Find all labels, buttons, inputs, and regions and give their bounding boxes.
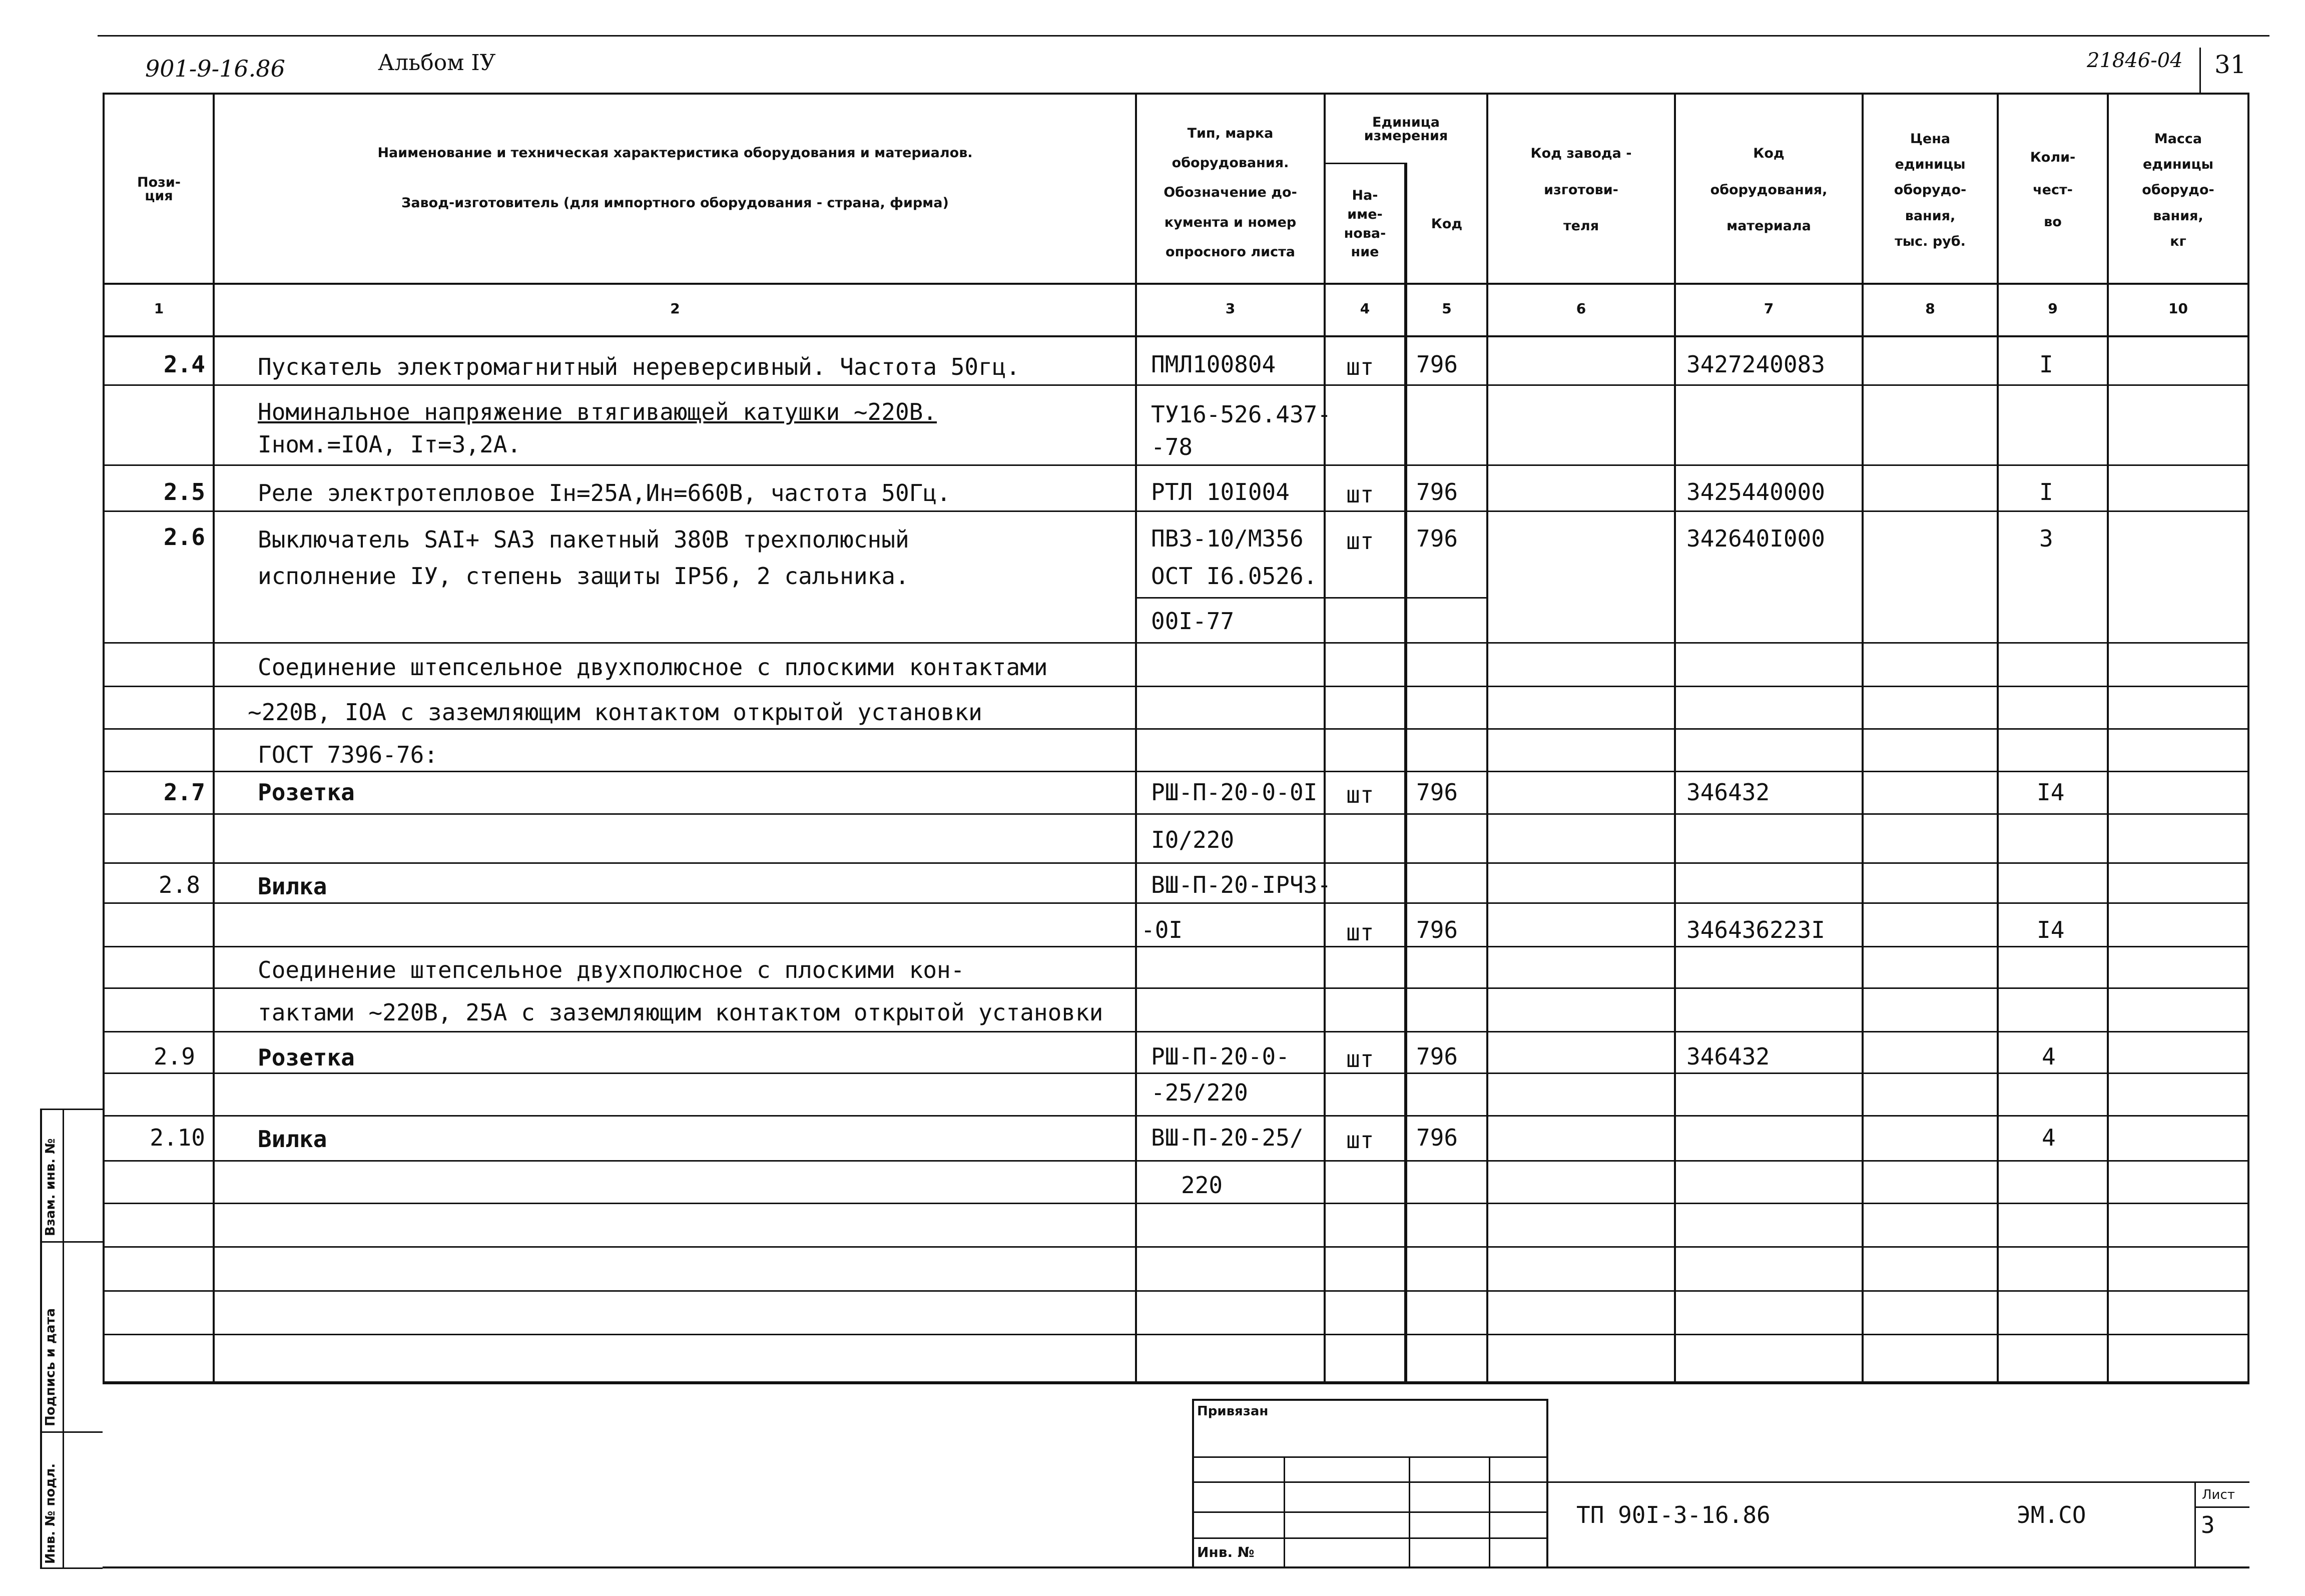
col-num-2: 2 <box>670 300 680 317</box>
row-type: РШ-П-20-0- <box>1151 1043 1290 1070</box>
row-name: ГОСТ 7396-76: <box>258 741 438 768</box>
row-position: 2.6 <box>163 523 205 551</box>
row-equipment-code: 346432 <box>1686 1043 1770 1070</box>
row-type: I0/220 <box>1151 826 1235 853</box>
row-type: -0I <box>1141 916 1183 943</box>
row-type: 00I-77 <box>1151 608 1235 635</box>
row-type: 220 <box>1181 1172 1223 1199</box>
header-plant-code: Код завода - изготови- теля <box>1530 145 1632 234</box>
header-name-line2: Завод-изготовитель (для импортного оборудования - страна, фирма) <box>401 195 949 211</box>
header-type: Тип, марка оборудования. Обозначение до- кумента и номер опросного листа <box>1164 125 1297 260</box>
row-name: ~220В, IOA с заземляющим контактом открытой установки <box>248 699 982 726</box>
row-name: Реле электротепловое Iн=25А,Ин=660В, частота 50Гц. <box>258 479 951 506</box>
header-equipment-code: Код оборудования, материала <box>1710 145 1828 234</box>
sheet-number: 3 <box>2201 1511 2215 1538</box>
row-quantity: I4 <box>2037 916 2065 943</box>
row-type: ПВ3-10/М356 <box>1151 525 1304 552</box>
row-name: Соединение штепсельное двухполюсное с плоскими кон- <box>258 956 965 983</box>
row-type: ТУ16-526.437- <box>1151 401 1332 428</box>
document-mark: ЭМ.СО <box>2017 1501 2086 1528</box>
col-num-7: 7 <box>1764 300 1774 317</box>
row-unit: шт <box>1346 919 1374 946</box>
side-label-signature-date: Подпись и дата <box>43 1308 58 1426</box>
row-position: 2.9 <box>153 1043 195 1070</box>
col-num-8: 8 <box>1925 300 1935 317</box>
header-unit-code: Код <box>1431 216 1463 232</box>
col-num-9: 9 <box>2048 300 2058 317</box>
header-mass: Масса единицы оборудо- вания, кг <box>2142 131 2214 249</box>
row-name: Номинальное напряжение втягивающей катушки ~220В. <box>258 398 937 425</box>
row-type: ПМЛ100804 <box>1151 351 1276 378</box>
row-unit-code: 796 <box>1416 916 1458 943</box>
row-name: тактами ~220В, 25А с заземляющим контактом открытой установки <box>258 999 1103 1026</box>
header-unit-name: На- име- нова- ние <box>1344 187 1386 260</box>
row-unit-code: 796 <box>1416 779 1458 806</box>
row-position: 2.10 <box>150 1124 205 1151</box>
row-name: Соединение штепсельное двухполюсное с плоскими контактами <box>258 654 1048 681</box>
row-quantity: 3 <box>2039 525 2053 552</box>
linked-label: Привязан <box>1197 1404 1269 1419</box>
row-type: РШ-П-20-0-0I <box>1151 779 1318 806</box>
row-unit: шт <box>1346 481 1374 508</box>
row-quantity: 4 <box>2042 1124 2056 1151</box>
col-num-3: 3 <box>1225 300 1236 317</box>
row-name: Розетка <box>258 1044 355 1071</box>
row-type: -78 <box>1151 433 1193 460</box>
row-unit-code: 796 <box>1416 478 1458 505</box>
side-label-original-inventory: Инв. № подл. <box>43 1463 58 1564</box>
row-unit: шт <box>1346 1045 1374 1073</box>
row-unit-code: 796 <box>1416 1124 1458 1151</box>
col-num-5: 5 <box>1442 300 1452 317</box>
row-unit-code: 796 <box>1416 525 1458 552</box>
row-unit: шт <box>1346 781 1374 808</box>
col-num-4: 4 <box>1360 300 1370 317</box>
row-name: Вилка <box>258 1126 327 1153</box>
row-type: РТЛ 10I004 <box>1151 478 1290 505</box>
sheet-number-top: 31 <box>2214 50 2246 79</box>
row-unit: шт <box>1346 353 1374 380</box>
sheet-label: Лист <box>2202 1487 2235 1502</box>
row-name: Вилка <box>258 873 327 900</box>
header-unit: Единица измерения <box>1364 114 1448 144</box>
row-equipment-code: 346432 <box>1686 779 1770 806</box>
row-name: Розетка <box>258 779 355 806</box>
row-equipment-code: 346436223I <box>1686 916 1825 943</box>
row-equipment-code: 3427240083 <box>1686 351 1825 378</box>
row-position: 2.7 <box>163 779 205 806</box>
row-type: ВШ-П-20-IРЧЗ- <box>1151 871 1332 898</box>
row-equipment-code: 3425440000 <box>1686 478 1825 505</box>
row-name: Пускатель электромагнитный нереверсивный. Частота 50гц. <box>258 353 1020 380</box>
row-name: Выключатель SAI+ SA3 пакетный 380В трехполюсный <box>258 526 909 553</box>
row-position: 2.8 <box>158 871 200 898</box>
row-unit: шт <box>1346 527 1374 555</box>
col-num-10: 10 <box>2168 300 2188 317</box>
inventory-no-label: Инв. № <box>1197 1544 1255 1560</box>
header-quantity: Коли- чест- во <box>2030 149 2076 230</box>
handwritten-project-code: 901-9-16.86 <box>145 55 285 82</box>
row-quantity: I <box>2039 351 2053 378</box>
row-type: ВШ-П-20-25/ <box>1151 1124 1304 1151</box>
header-name-line1: Наименование и техническая характеристика оборудования и материалов. <box>377 145 973 161</box>
row-type: ОСТ I6.0526. <box>1151 563 1318 590</box>
row-position: 2.5 <box>163 478 205 505</box>
row-type: -25/220 <box>1151 1079 1248 1106</box>
side-label-replacement-inventory: Взам. инв. № <box>43 1138 58 1236</box>
row-quantity: I4 <box>2037 779 2065 806</box>
row-quantity: I <box>2039 478 2053 505</box>
header-position: Пози- ция <box>137 174 181 204</box>
album-label: Альбом IУ <box>378 50 496 76</box>
col-num-1: 1 <box>154 300 164 317</box>
row-quantity: 4 <box>2042 1043 2056 1070</box>
row-unit-code: 796 <box>1416 1043 1458 1070</box>
row-name: исполнение IУ, степень защиты IP56, 2 сальника. <box>258 563 909 590</box>
row-equipment-code: 342640I000 <box>1686 525 1825 552</box>
document-code: ТП 90I-3-16.86 <box>1576 1501 1771 1528</box>
handwritten-inventory-code: 21846-04 <box>2087 49 2183 72</box>
row-unit-code: 796 <box>1416 351 1458 378</box>
row-name: Iном.=IOA, Iт=3,2А. <box>258 431 521 458</box>
row-unit: шт <box>1346 1127 1374 1154</box>
header-price: Цена единицы оборудо- вания, тыс. руб. <box>1894 131 1967 249</box>
row-position: 2.4 <box>163 351 205 378</box>
col-num-6: 6 <box>1576 300 1586 317</box>
